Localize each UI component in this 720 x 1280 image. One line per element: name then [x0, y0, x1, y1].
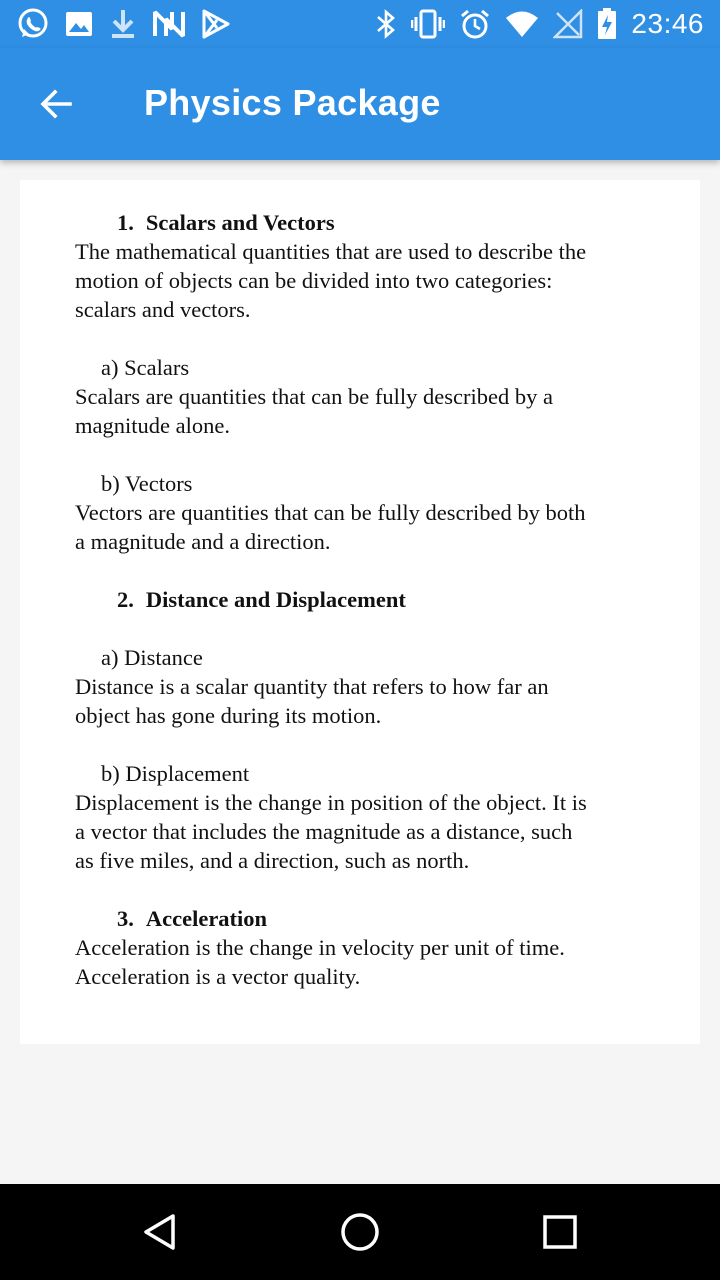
document-page[interactable]: [20, 180, 700, 1044]
nav-recents-button[interactable]: [520, 1200, 600, 1264]
text-line: magnitude alone.: [75, 413, 230, 438]
nfc-icon: [152, 9, 186, 39]
subsection-label: b) Vectors: [101, 471, 193, 496]
nav-home-button[interactable]: [320, 1200, 400, 1264]
back-triangle-icon: [140, 1212, 180, 1252]
text-line: as five miles, and a direction, such as north.: [75, 848, 470, 873]
status-bar: [0, 0, 720, 48]
text-line: Scalars are quantities that can be fully described by a: [75, 384, 553, 409]
page-title: Physics Package: [144, 82, 441, 123]
text-line: Displacement is the change in position of the object. It is: [75, 790, 587, 815]
app-bar: [0, 48, 720, 160]
text-line: Acceleration is the change in velocity per unit of time.: [75, 935, 565, 960]
section-heading: 3. Acceleration: [117, 906, 268, 931]
vibrate-icon: [411, 9, 445, 39]
status-clock: 23:46: [631, 8, 704, 39]
gallery-icon: [64, 9, 94, 39]
text-line: Distance is a scalar quantity that refers to how far an: [75, 674, 549, 699]
wifi-icon: [505, 9, 539, 39]
no-signal-icon: [553, 9, 583, 39]
section-heading: 2. Distance and Displacement: [117, 587, 406, 612]
text-line: a magnitude and a direction.: [75, 529, 331, 554]
text-line: a vector that includes the magnitude as a distance, such: [75, 819, 573, 844]
subsection-label: b) Displacement: [101, 761, 250, 786]
arrow-left-icon: [38, 86, 74, 122]
alarm-icon: [459, 8, 491, 40]
text-line: object has gone during its motion.: [75, 703, 382, 728]
notification-icons: [16, 6, 246, 42]
text-line: Vectors are quantities that can be fully described by both: [75, 500, 586, 525]
navigation-bar: [0, 1184, 720, 1280]
section-heading: 1. Scalars and Vectors: [117, 210, 335, 235]
bluetooth-icon: [375, 8, 397, 40]
whatsapp-icon: [16, 7, 50, 41]
recents-square-icon: [540, 1212, 580, 1252]
download-icon: [108, 8, 138, 40]
back-button[interactable]: [24, 72, 88, 136]
system-icons: [361, 6, 704, 42]
text-line: The mathematical quantities that are used to describe the: [75, 239, 587, 264]
subsection-label: a) Scalars: [101, 355, 190, 380]
play-store-icon: [200, 8, 232, 40]
battery-charging-icon: [597, 8, 617, 40]
document-text: [75, 208, 675, 991]
text-line: scalars and vectors.: [75, 297, 251, 322]
text-line: motion of objects can be divided into two categories:: [75, 268, 553, 293]
nav-back-button[interactable]: [120, 1200, 200, 1264]
subsection-label: a) Distance: [101, 645, 203, 670]
home-circle-icon: [340, 1212, 380, 1252]
text-line: Acceleration is a vector quality.: [75, 964, 361, 989]
